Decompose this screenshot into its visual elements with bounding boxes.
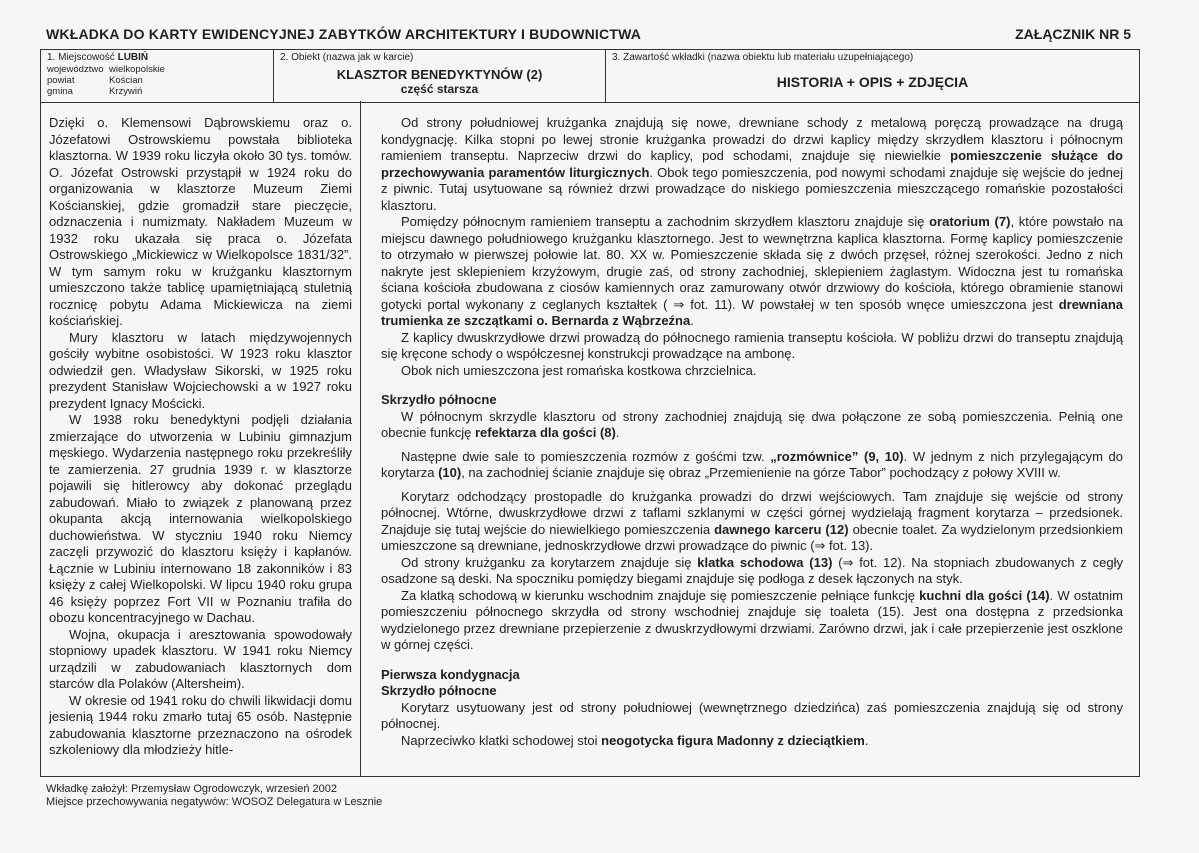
description-paragraph: Obok nich umieszczona jest romańska kostkowa chrzcielnica. bbox=[401, 362, 757, 378]
commune-value: Krzywiń bbox=[109, 86, 143, 97]
history-paragraph: W okresie od 1941 roku do chwili likwidacji domu jesienią 1944 roku zmarło tutaj 65 osób. Następnie zabudowania klasztorne przeznaczono na ośrodek szkoleniowy dla młodzieży hitle- bbox=[49, 692, 352, 757]
history-paragraph: W 1938 roku benedyktyni podjęli działania zmierzające do utworzenia w Lubiniu gimnazjum męskiego. Wydarzenia następnego roku przekreśliły te zamierzenia. 27 grudnia 1939 r. w klasztorze pojawili się hitlerowcy aby dokonać przeglądu zabudowań. Miało to związek z planowaną przez okupanta akcją internowania wielkopolskiego duchowieństwa. W styczniu 1940 roku Niemcy zaczęli przywozić do klasztoru księży i kapłanów. Łącznie w Lubiniu internowano 18 zakonników i 83 księży z całej Wielkopolski. W lipcu 1940 roku grupa 46 księży poprzez Fort VII w Poznaniu trafiła do obozu koncentracyjnego w Dachau. bbox=[49, 412, 352, 625]
description-paragraph: Z kaplicy dwuskrzydłowe drzwi prowadzą do północnego ramienia transeptu kościoła. W pobliżu drzwi do transeptu znajdują się kręcone schody o współczesnej konstrukcji prowadzące na ambonę. bbox=[381, 329, 1123, 361]
description-paragraph: Korytarz usytuowany jest od strony południowej (wewnętrznego dziedzińca) zaś pomieszczenia znajdują się od strony północnej. bbox=[381, 699, 1123, 731]
body-box bbox=[40, 101, 1140, 777]
admin-grid bbox=[47, 64, 267, 97]
description-paragraph: Od strony południowej krużganka znajdują się nowe, drewniane schody z metalową poręczą prowadzące na drugą kondygnację. Kilka stopni po lewej stronie krużganka prowadzi do drzwi kaplicy między skrzydłem klasztoru i północnym ramieniem transeptu. Naprzeciw drzwi do kaplicy, pod schodami, znajduje się niewielkie pomieszczenie służące do przechowywania paramentów liturgicznych. Obok tego pomieszczenia, pod nowymi schodami znajduje się wejście do jednej z piwnic. Tutaj usytuowane są również drzwi prowadzące do niskiego pomieszczenia mieszczącego romańskie pozostałości klasztoru. bbox=[381, 115, 1124, 213]
author-line: Wkładkę założył: Przemysław Ogrodowczyk, wrzesień 2002 bbox=[46, 783, 337, 795]
form-title: WKŁADKA DO KARTY EWIDENCYJNEJ ZABYTKÓW ARCHITEKTURY I BUDOWNICTWA bbox=[46, 26, 642, 42]
voivodeship-label: województwo bbox=[47, 64, 104, 75]
district-value: Kościan bbox=[109, 75, 143, 86]
locality-cell bbox=[41, 50, 274, 102]
section-heading: Skrzydło północne bbox=[381, 392, 497, 407]
locality-line bbox=[47, 52, 267, 63]
negatives-storage-line: Miejsce przechowywania negatywów: WOSOZ Delegatura w Lesznie bbox=[46, 796, 383, 808]
content-cell bbox=[606, 50, 1139, 102]
object-part: część starsza bbox=[400, 82, 479, 96]
commune-label: gmina bbox=[47, 86, 73, 97]
footer bbox=[46, 783, 382, 809]
subsection-heading: Skrzydło północne bbox=[381, 683, 497, 698]
voivodeship-value: wielkopolskie bbox=[109, 64, 165, 75]
history-paragraph: Wojna, okupacja i aresztowania spowodowały stopniowy upadek klasztoru. W 1941 roku Niemcy urządzili w zabudowaniach klasztornych dom starców dla Polaków (Altersheim). bbox=[49, 626, 352, 691]
description-column bbox=[361, 101, 1139, 776]
annex-number: ZAŁĄCZNIK NR 5 bbox=[1015, 26, 1131, 42]
object-name: KLASZTOR BENEDYKTYNÓW (2) bbox=[336, 67, 543, 82]
locality-value: LUBIŃ bbox=[117, 52, 149, 63]
locality-label: 1. Miejscowość bbox=[47, 52, 115, 63]
description-paragraph: Za klatką schodową w kierunku wschodnim znajduje się pomieszczenie pełniące funkcję kuchni dla gości (14). W ostatnim pomieszczeniu północnego skrzydła od strony wschodniej znajduje się toaleta (15). Jest ona dostępna z przedsionka wydzielonego przez drewniane przepierzenie z dwuskrzydłowymi drzwiami. Zarówno drzwi, jak i całe przepierzenie jest oszklone w górnej części. bbox=[381, 587, 1123, 652]
content-label: 3. Zawartość wkładki (nazwa obiektu lub materiału uzupełniającego) bbox=[612, 52, 914, 63]
description-paragraph: Od strony krużganku za korytarzem znajduje się klatka schodowa (13) (⇒ fot. 12). Na stopniach zbudowanych z cegły osadzone są deski. Na spoczniku pomiędzy biegami znajduje się podłoga z desek łączonych na styk. bbox=[381, 554, 1123, 586]
description-paragraph: Korytarz odchodzący prostopadle do krużganka prowadzi do drzwi wejściowych. Tam znajduje się wejście od strony północnej. Wtórne, dwuskrzydłowe drzwi z taflami szklanymi w części górnej wydzielają fragment korytarza – przedsionek. Znajduje się tutaj wejście do niewielkiego pomieszczenia dawnego karceru (12) obecnie toalet. Za wydzielonym przedsionkiem umieszczone są drewniane, jednoskrzydłowe drzwi prowadzące do piwnic (⇒ fot. 13). bbox=[381, 488, 1123, 553]
description-paragraph: W północnym skrzydle klasztoru od strony zachodniej znajdują się dwa połączone ze sobą pomieszczenia. Pełnią one obecnie funkcję refektarza dla gości (8). bbox=[381, 408, 1123, 440]
description-paragraph: Naprzeciwko klatki schodowej stoi neogotycka figura Madonny z dzieciątkiem. bbox=[401, 732, 869, 748]
history-column bbox=[41, 101, 361, 776]
header-table bbox=[40, 49, 1140, 103]
section-heading: Pierwsza kondygnacja bbox=[381, 666, 520, 682]
description-paragraph: Pomiędzy północnym ramieniem transeptu a zachodnim skrzydłem klasztoru znajduje się oratorium (7), które powstało na miejscu dawnego południowego krużganku klasztornego. Jest to wewnętrzna kaplica klasztorna. Formę kaplicy pomieszczenie to otrzymało w pierwszej połowie lat. 80. XX w. Pomieszczenie składa się z dwóch przęseł, różnej szerokości. Jedno z nich nakryte jest sklepieniem krzyżowym, drugie zaś, od strony zachodniej, sklepieniem żaglastym. Widoczna jest tu romańska ściana kościoła zbudowana z ciosów kamiennych oraz zamurowany otwór drzwiowy do kościoła, którego obramienie stanowi gotycki portal wykonany z ceglanych kształtek ( ⇒ fot. 11). W powstałej w ten sposób wnęce umieszczona jest drewniana trumienka ze szczątkami o. Bernarda z Wąbrzeźna. bbox=[381, 214, 1123, 328]
description-paragraph: Następne dwie sale to pomieszczenia rozmów z gośćmi tzw. „rozmównice” (9, 10). W jednym z nich przylegającym do korytarza (10), na zachodniej ścianie znajduje się obraz „Przemienienie na górze Tabor” pochodzący z połowy XVIII w. bbox=[381, 448, 1124, 480]
history-paragraph: Dzięki o. Klemensowi Dąbrowskiemu oraz o. Józefatowi Ostrowskiemu powstała biblioteka klasztorna. W 1939 roku liczyła około 30 tys. tomów. O. Józefat Ostrowski przystąpił w 1924 roku do organizowania w klasztorze Muzeum Ziemi Kościanskiej, gdzie gromadził stare pieczęcie, odznaczenia i numizmaty. Nakładem Muzeum w 1932 roku ukazała się praca o. Józefata Ostrowskiego „Mickiewicz w Wielkopolsce 1831/32”. W tym samym roku w krużganku klasztornym umieszczono także tablicę upamiętniającą stuletnią rocznicę pobytu Adama Mickiewicza na ziemi kościańskiej. bbox=[49, 115, 352, 328]
district-label: powiat bbox=[47, 75, 75, 86]
content-title: HISTORIA + OPIS + ZDJĘCIA bbox=[776, 74, 969, 90]
history-paragraph: Mury klasztoru w latach międzywojennych gościły wybitne osobistości. W 1923 roku klasztor odwiedził gen. Władysław Sikorski, w 1925 roku prezydent Stanisław Wojciechowski a w 1927 roku prezydent Ignacy Mościcki. bbox=[49, 329, 352, 411]
object-label: 2. Obiekt (nazwa jak w karcie) bbox=[280, 52, 414, 63]
object-cell bbox=[274, 50, 606, 102]
